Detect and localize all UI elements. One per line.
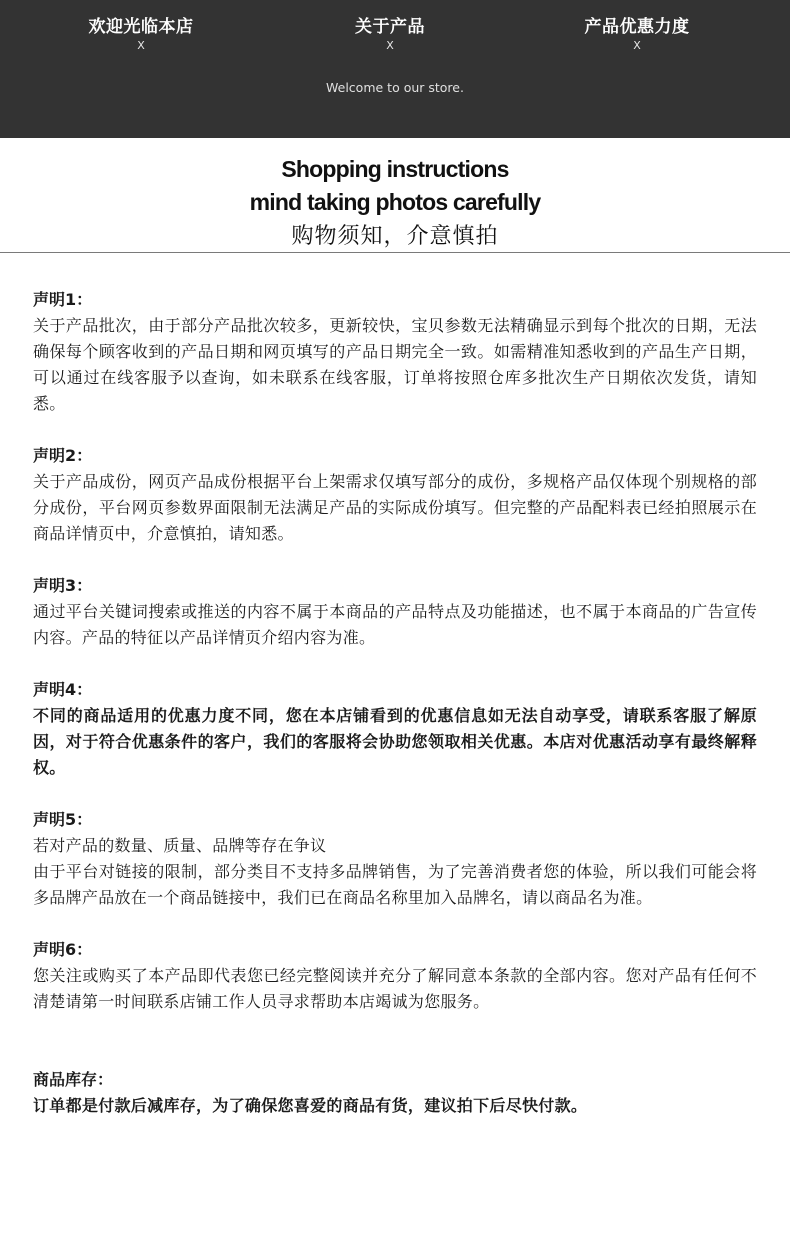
tab-discounts-mark: X [633, 39, 641, 52]
statement-5 [33, 807, 757, 911]
statement-2 [33, 443, 757, 547]
tab-about-product-mark: X [386, 39, 394, 52]
statement-title: 声明3： [33, 576, 93, 595]
tab-about-product-label: 关于产品 [355, 17, 425, 37]
heading-line-2: mind taking photos carefully [249, 189, 541, 215]
tab-about-product[interactable] [280, 16, 500, 52]
statement-title: 声明2： [33, 446, 93, 465]
statement-text: 不同的商品适用的优惠力度不同，您在本店铺看到的优惠信息如无法自动享受，请联系客服了解原因，对于符合优惠条件的客户，我们的客服将会协助您领取相关优惠。本店对优惠活动享有最终解释权。 [33, 706, 757, 777]
tab-discounts[interactable] [527, 16, 747, 52]
statement-text: 若对产品的数量、质量、品牌等存在争议 [33, 836, 327, 855]
statement-title: 声明5： [33, 810, 93, 829]
statement-title: 声明6： [33, 940, 93, 959]
tab-discounts-label: 产品优惠力度 [584, 17, 690, 37]
statement-text: 您关注或购买了本产品即代表您已经完整阅读并充分了解同意本条款的全部内容。您对产品有任何不清楚请第一时间联系店铺工作人员寻求帮助本店竭诚为您服务。 [33, 966, 757, 1011]
statement-6 [33, 937, 757, 1015]
tab-welcome-label: 欢迎光临本店 [88, 17, 194, 37]
statement-text: 关于产品成份，网页产品成份根据平台上架需求仅填写部分的成份，多规格产品仅体现个别规格的部分成份，平台网页参数界面限制无法满足产品的实际成份填写。但完整的产品配料表已经拍照展示在商品详情页中，介意慎拍，请知悉。 [33, 472, 757, 543]
tab-welcome[interactable] [31, 16, 251, 52]
heading-line-1: Shopping instructions [281, 156, 509, 182]
statement-text: 由于平台对链接的限制，部分类目不支持多品牌销售，为了完善消费者您的体验，所以我们可能会将多品牌产品放在一个商品链接中，我们已在商品名称里加入品牌名，请以商品名为准。 [33, 862, 757, 907]
stock-text: 订单都是付款后减库存，为了确保您喜爱的商品有货，建议拍下后尽快付款。 [33, 1096, 588, 1115]
store-nav-bar [0, 0, 790, 138]
statement-text: 关于产品批次，由于部分产品批次较多，更新较快，宝贝参数无法精确显示到每个批次的日期，无法确保每个顾客收到的产品日期和网页填写的产品日期完全一致。如需精准知悉收到的产品生产日期，可以通过在线客服予以查询，如未联系在线客服，订单将按照仓库多批次生产日期依次发货，请知悉。 [33, 316, 757, 413]
statement-title: 声明4： [33, 680, 93, 699]
tab-welcome-mark: X [137, 39, 145, 52]
statement-title: 声明1： [33, 290, 93, 309]
welcome-text: Welcome to our store. [326, 80, 464, 95]
statement-3 [33, 573, 757, 651]
statement-4 [33, 677, 757, 781]
notice-content [0, 253, 790, 1119]
statement-text: 通过平台关键词搜索或推送的内容不属于本商品的产品特点及功能描述，也不属于本商品的广告宣传内容。产品的特征以产品详情页介绍内容为准。 [33, 602, 757, 647]
stock-title: 商品库存： [33, 1070, 114, 1089]
statement-1 [33, 287, 757, 417]
stock-notice [33, 1067, 757, 1119]
heading-line-3: 购物须知，介意慎拍 [291, 224, 499, 249]
page-heading [0, 138, 790, 252]
